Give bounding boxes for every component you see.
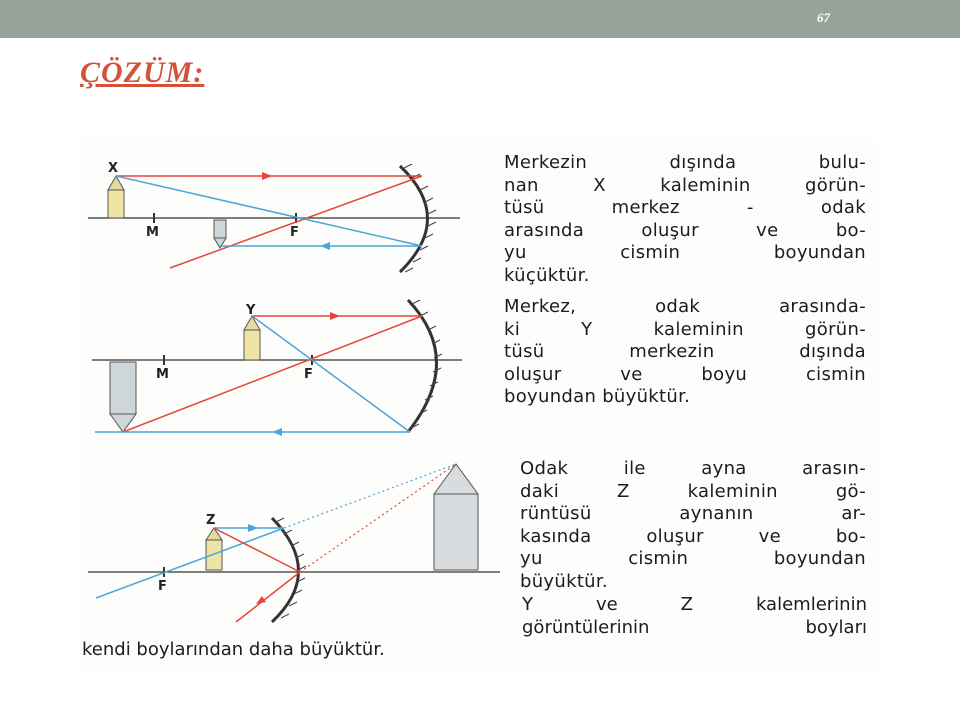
label-f-3: F — [158, 579, 167, 594]
image-x — [214, 220, 226, 238]
text-line: küçüktür. — [504, 264, 590, 286]
arrow-red-1 — [262, 172, 272, 180]
arrow-blue-3 — [248, 524, 258, 532]
conclusion — [82, 594, 872, 662]
label-f-1: F — [290, 225, 299, 240]
text-line: Y ve Z kalemlerinin — [522, 594, 867, 615]
text-line: büyüktür. — [520, 570, 608, 592]
text-line: rüntüsü aynanın ar- — [520, 503, 866, 524]
image-z-tip — [434, 464, 478, 494]
ray-red-1b — [170, 176, 422, 268]
text-line: nan X kaleminin görün- — [504, 174, 866, 196]
explanation-z — [520, 458, 866, 593]
image-y-tip — [110, 414, 136, 432]
arrow-blue-2 — [272, 428, 282, 436]
ray-blue-2a — [252, 316, 410, 432]
label-z: Z — [206, 513, 216, 528]
slide-number: 67 — [817, 10, 830, 25]
arrow-red-2 — [330, 312, 340, 320]
explanation-x — [504, 152, 866, 287]
label-f-2: F — [304, 367, 313, 382]
text-line: Merkez, odak arasında- — [504, 296, 866, 317]
pencil-x — [108, 190, 124, 218]
arrow-blue-1 — [320, 242, 330, 250]
text-line: oluşur ve boyu cismin — [504, 363, 866, 385]
slide-title: ÇÖZÜM: — [80, 56, 205, 89]
pencil-x-tip — [108, 176, 124, 190]
text-line: yu cismin boyundan — [520, 548, 866, 569]
text-line: daki Z kaleminin gö- — [520, 480, 866, 502]
text-line: kendi boylarından daha büyüktür. — [82, 639, 385, 660]
diagram-x — [88, 161, 460, 272]
text-line: görüntülerinin boyları — [522, 616, 867, 638]
text-line: kasında oluşur ve bo- — [520, 525, 866, 547]
pencil-z — [206, 540, 222, 570]
text-line: tüsü merkezin dışında — [504, 341, 866, 362]
explanation-y — [504, 296, 866, 409]
label-y: Y — [246, 303, 256, 318]
pencil-z-tip — [206, 528, 222, 540]
ray-blue-3-dotted — [284, 464, 456, 528]
text-line: Odak ile ayna arasın- — [520, 458, 866, 479]
diagram-y — [92, 300, 462, 436]
label-m-1: M — [146, 225, 159, 240]
label-m-2: M — [156, 367, 169, 382]
text-line: Merkezin dışında bulu- — [504, 152, 866, 173]
image-z — [434, 494, 478, 570]
label-x: X — [108, 161, 119, 176]
ray-red-3-dotted — [300, 464, 456, 572]
image-y — [110, 362, 136, 414]
pencil-y-tip — [244, 316, 260, 330]
text-line: boyundan büyüktür. — [504, 386, 691, 407]
text-line: tüsü merkez - odak — [504, 197, 866, 218]
text-line: yu cismin boyundan — [504, 242, 866, 263]
text-line: ki Y kaleminin görün- — [504, 318, 866, 340]
text-line: arasında oluşur ve bo- — [504, 219, 866, 241]
pencil-y — [244, 330, 260, 360]
ray-blue-1a — [116, 176, 422, 246]
ray-blue-3b — [96, 528, 284, 598]
